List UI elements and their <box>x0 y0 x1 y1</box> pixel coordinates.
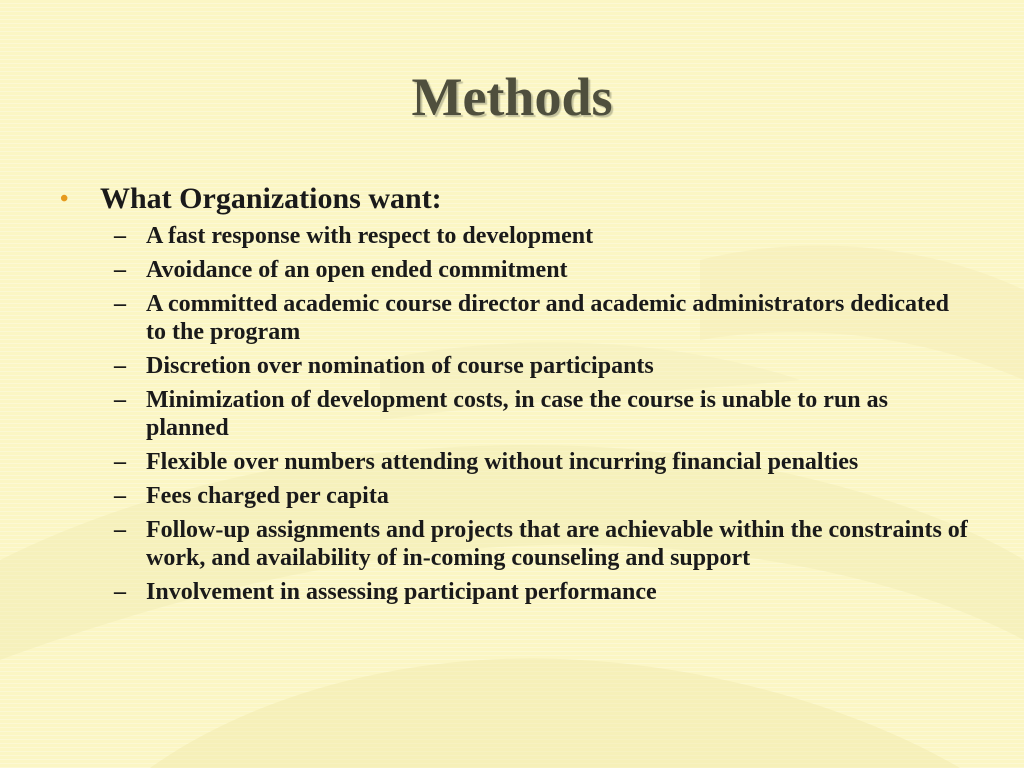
slide-content <box>58 178 968 612</box>
sub-bullet-text: Flexible over numbers attending without incurring financial penalties <box>146 449 859 475</box>
sub-bullet-item <box>58 290 968 346</box>
sub-bullet-text: A fast response with respect to development <box>146 223 594 249</box>
bullet-dot-icon: • <box>60 186 69 212</box>
sub-bullet-list <box>58 222 968 606</box>
sub-bullet-item <box>58 482 968 510</box>
dash-icon: – <box>114 449 126 475</box>
sub-bullet-text: Involvement in assessing participant performance <box>146 579 657 605</box>
sub-bullet-text: Minimization of development costs, in case the course is unable to run as planned <box>146 387 888 441</box>
dash-icon: – <box>114 517 126 543</box>
slide-title: Methods <box>411 67 613 127</box>
sub-bullet-text: Avoidance of an open ended commitment <box>146 257 568 283</box>
sub-bullet-text: Discretion over nomination of course participants <box>146 353 654 379</box>
dash-icon: – <box>114 257 126 283</box>
sub-bullet-text: Fees charged per capita <box>146 483 389 509</box>
dash-icon: – <box>114 223 126 249</box>
sub-bullet-item <box>58 386 968 442</box>
sub-bullet-item <box>58 222 968 250</box>
sub-bullet-item <box>58 256 968 284</box>
dash-icon: – <box>114 579 126 605</box>
sub-bullet-text: A committed academic course director and academic administrators dedicated to the program <box>146 291 949 345</box>
sub-bullet-item <box>58 516 968 572</box>
main-bullet-text: What Organizations want: <box>100 182 442 215</box>
sub-bullet-text: Follow-up assignments and projects that are achievable within the constraints of work, and availability of in-coming counseling and support <box>146 517 968 571</box>
sub-bullet-item <box>58 448 968 476</box>
dash-icon: – <box>114 291 126 317</box>
dash-icon: – <box>114 483 126 509</box>
sub-bullet-item <box>58 578 968 606</box>
sub-bullet-item <box>58 352 968 380</box>
dash-icon: – <box>114 387 126 413</box>
main-bullet <box>58 178 968 220</box>
dash-icon: – <box>114 353 126 379</box>
